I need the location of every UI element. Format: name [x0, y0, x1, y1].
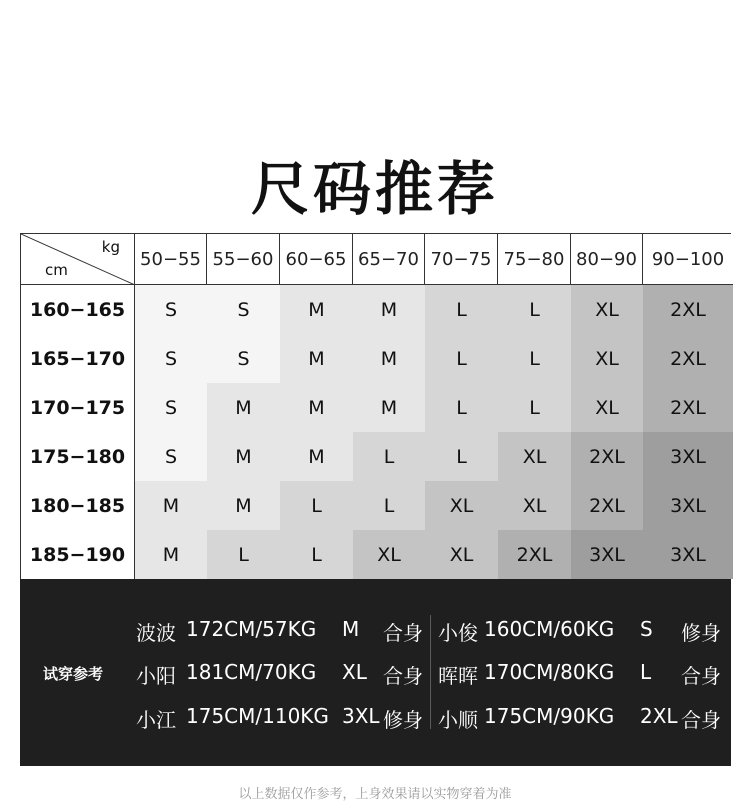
size-cell: S	[207, 285, 280, 334]
trial-size: 3XL	[342, 704, 380, 728]
size-cell: M	[135, 481, 207, 530]
trial-size: M	[342, 617, 360, 641]
trial-stats: 170CM/80KG	[484, 660, 615, 684]
size-cell: XL	[353, 530, 425, 579]
size-cell: XL	[571, 383, 643, 432]
height-header: 175−180	[21, 432, 135, 481]
trial-stats: 160CM/60KG	[484, 617, 615, 641]
size-cell: M	[207, 432, 280, 481]
trial-size: L	[640, 660, 652, 684]
trial-fit: 修身	[681, 621, 721, 645]
size-cell: XL	[571, 334, 643, 383]
trial-name: 晖晖	[438, 664, 478, 688]
weight-header: 55−60	[207, 234, 280, 285]
size-cell: S	[135, 334, 207, 383]
weight-header: 50−55	[135, 234, 207, 285]
size-cell: M	[280, 334, 353, 383]
size-cell: L	[280, 481, 353, 530]
size-cell: 2XL	[643, 285, 733, 334]
size-cell: L	[280, 530, 353, 579]
trial-fit: 合身	[681, 664, 721, 688]
size-cell: L	[353, 481, 425, 530]
size-cell: XL	[425, 481, 498, 530]
size-cell: M	[353, 285, 425, 334]
trial-divider	[430, 615, 431, 729]
table-corner	[21, 234, 135, 285]
weight-unit-label: kg	[101, 238, 120, 256]
size-cell: L	[425, 334, 498, 383]
size-cell: 2XL	[498, 530, 571, 579]
trial-name: 小俊	[438, 621, 478, 645]
size-cell: M	[280, 432, 353, 481]
size-cell: L	[425, 285, 498, 334]
height-header: 160−165	[21, 285, 135, 334]
weight-header: 90−100	[643, 234, 733, 285]
size-cell: 2XL	[643, 334, 733, 383]
weight-header: 75−80	[498, 234, 571, 285]
trial-name: 波波	[136, 621, 176, 645]
size-cell: XL	[498, 481, 571, 530]
weight-header: 80−90	[571, 234, 643, 285]
size-cell: M	[207, 383, 280, 432]
trial-reference-label: 试穿参考	[43, 665, 104, 683]
size-cell: 3XL	[643, 481, 733, 530]
size-cell: XL	[425, 530, 498, 579]
footnote: 以上数据仅作参考，上身效果请以实物穿着为准	[238, 787, 512, 802]
trial-stats: 172CM/57KG	[186, 617, 317, 641]
trial-stats: 175CM/90KG	[484, 704, 615, 728]
size-cell: L	[498, 334, 571, 383]
trial-size: 2XL	[640, 704, 678, 728]
size-cell: M	[353, 383, 425, 432]
size-cell: 3XL	[571, 530, 643, 579]
size-cell: XL	[571, 285, 643, 334]
trial-name: 小阳	[136, 664, 176, 688]
size-cell: M	[280, 383, 353, 432]
weight-header: 60−65	[280, 234, 353, 285]
size-cell: 3XL	[643, 432, 733, 481]
page-title: 尺码推荐	[250, 155, 499, 223]
size-cell: 2XL	[571, 481, 643, 530]
size-cell: S	[135, 285, 207, 334]
size-cell: L	[425, 383, 498, 432]
size-cell: 2XL	[643, 383, 733, 432]
size-cell: 3XL	[643, 530, 733, 579]
size-cell: 2XL	[571, 432, 643, 481]
trial-fit: 合身	[383, 621, 423, 645]
size-cell: L	[425, 432, 498, 481]
trial-fit: 合身	[383, 664, 423, 688]
weight-header: 70−75	[425, 234, 498, 285]
trial-stats: 175CM/110KG	[186, 704, 329, 728]
height-unit-label: cm	[45, 261, 68, 279]
trial-fit: 合身	[681, 708, 721, 732]
trial-name: 小顺	[438, 708, 478, 732]
size-cell: L	[353, 432, 425, 481]
size-cell: M	[207, 481, 280, 530]
size-cell: S	[135, 432, 207, 481]
size-table	[20, 233, 731, 579]
trial-name: 小江	[136, 708, 176, 732]
trial-fit: 修身	[383, 708, 423, 732]
weight-header: 65−70	[353, 234, 425, 285]
height-header: 170−175	[21, 383, 135, 432]
size-cell: S	[135, 383, 207, 432]
height-header: 185−190	[21, 530, 135, 579]
trial-size: S	[640, 617, 653, 641]
trial-stats: 181CM/70KG	[186, 660, 317, 684]
size-cell: M	[280, 285, 353, 334]
size-cell: L	[498, 285, 571, 334]
height-header: 165−170	[21, 334, 135, 383]
trial-size: XL	[342, 660, 367, 684]
size-cell: L	[207, 530, 280, 579]
height-header: 180−185	[21, 481, 135, 530]
size-cell: XL	[498, 432, 571, 481]
trial-reference-panel	[20, 579, 731, 766]
size-cell: M	[353, 334, 425, 383]
size-cell: L	[498, 383, 571, 432]
size-cell: S	[207, 334, 280, 383]
size-cell: M	[135, 530, 207, 579]
